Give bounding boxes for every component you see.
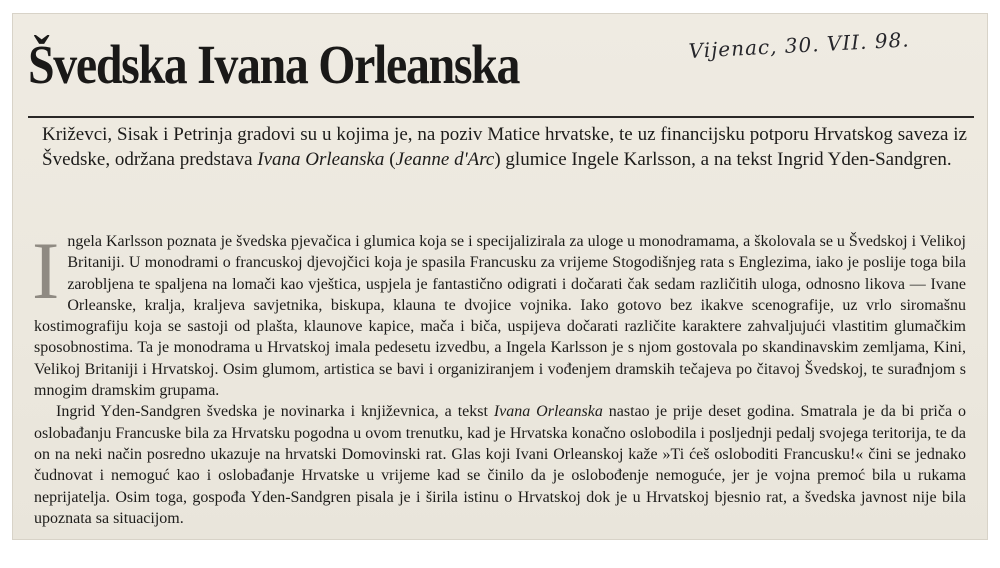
article-lead [42, 123, 967, 172]
article-headline: Švedska Ivana Orleanska [28, 34, 520, 95]
body-paragraph-2-title: Ivana Orleanska [493, 403, 603, 421]
drop-cap: I [32, 225, 60, 316]
body-paragraph-1-text: ngela Karlsson poznata je švedska pjevačica i glumica koja se i specijalizirala za uloge u monodramama, a školovala se u Švedskoj i Velikoj Britaniji. U monodrami o francuskoj djevojčici koja je spasila Francusku za vrijeme Stogodišnjeg rata s Englezima, iako je poslije toga bila zarobljena te spaljena na lomači kao vještica, uspjela je fantastično odigrati i dočarati čak sedam različitih uloga, odnosno likova — Ivane Orleanske, kralja, kraljeva savjetnika, biskupa, klauna te dvojice vojnika. Iako gotovo bez ikakve scenografije, uz vrlo siromašnu kostimografiju koja se sastoji od plašta, klaunove kapice, mača i biča, uspijeva dočarati različite karaktere zahvaljujući vlastitim glumačkim sposobnostima. Ta je monodrama u Hrvatskoj imala pedesetu izvedbu, a Ingela Karlsson je s njom gostovala po skandinavskim zemljama, Kini, Velikoj Britaniji i Hrvatskoj. Osim glumom, artistica se bavi i organiziranjem i vođenjem dramskih tečajeva po čitavoj Švedskoj, te surađnjom s mnogim dramskim grupama. [34, 233, 966, 400]
article-body [32, 225, 966, 529]
lead-text-1: Križevci, Sisak i Petrinja gradovi su u kojima je, na poziv Matice hrvatske, te uz financijsku potporu Hrvatskog saveza iz Švedske, održana predstava [42, 124, 967, 170]
body-paragraph-2-text-1: Ingrid Yden-Sandgren švedska je novinarka i književnica, a tekst [56, 403, 494, 421]
headline-divider [28, 116, 974, 118]
body-paragraph-1 [32, 225, 966, 401]
body-paragraph-2 [34, 401, 966, 529]
handwritten-date-note: Vijenac, 30. VII. 98. [688, 27, 911, 63]
lead-text-3: ) glumice Ingele Karlsson, a na tekst Ingrid Yden-Sandgren. [494, 148, 952, 170]
newspaper-clipping [12, 13, 988, 540]
body-paragraph-2-text-2: nastao je prije deset godina. Smatrala je da bi priča o oslobađanju Francuske bila za Hrvatsku pogodna u ovom trenutku, kad je Hrvatska konačno oslobodila i posljednji pedalj svojega teritorija, te da on na neki način posredno ukazuje na hrvatski Domovinski rat. Glas koji Ivani Orleanskoj kaže »Ti ćeš osloboditi Francusku!« čini se jednako čudnovat i nemoguć kao i oslobađanje Hrvatske u vrijeme kad se činilo da je oslobođenje nemoguće, jer je vojna premoć bila u rukama neprijatelja. Osim toga, gospođa Yden-Sandgren pisala je i širila istinu o Hrvatskoj dok je u Hrvatskoj bjesnio rat, a švedska javnost nije bila upoznata sa situacijom. [34, 403, 966, 527]
lead-original-title: Jeanne d'Arc [395, 148, 495, 170]
lead-text-2: ( [384, 148, 396, 170]
lead-play-title: Ivana Orleanska [257, 148, 385, 170]
